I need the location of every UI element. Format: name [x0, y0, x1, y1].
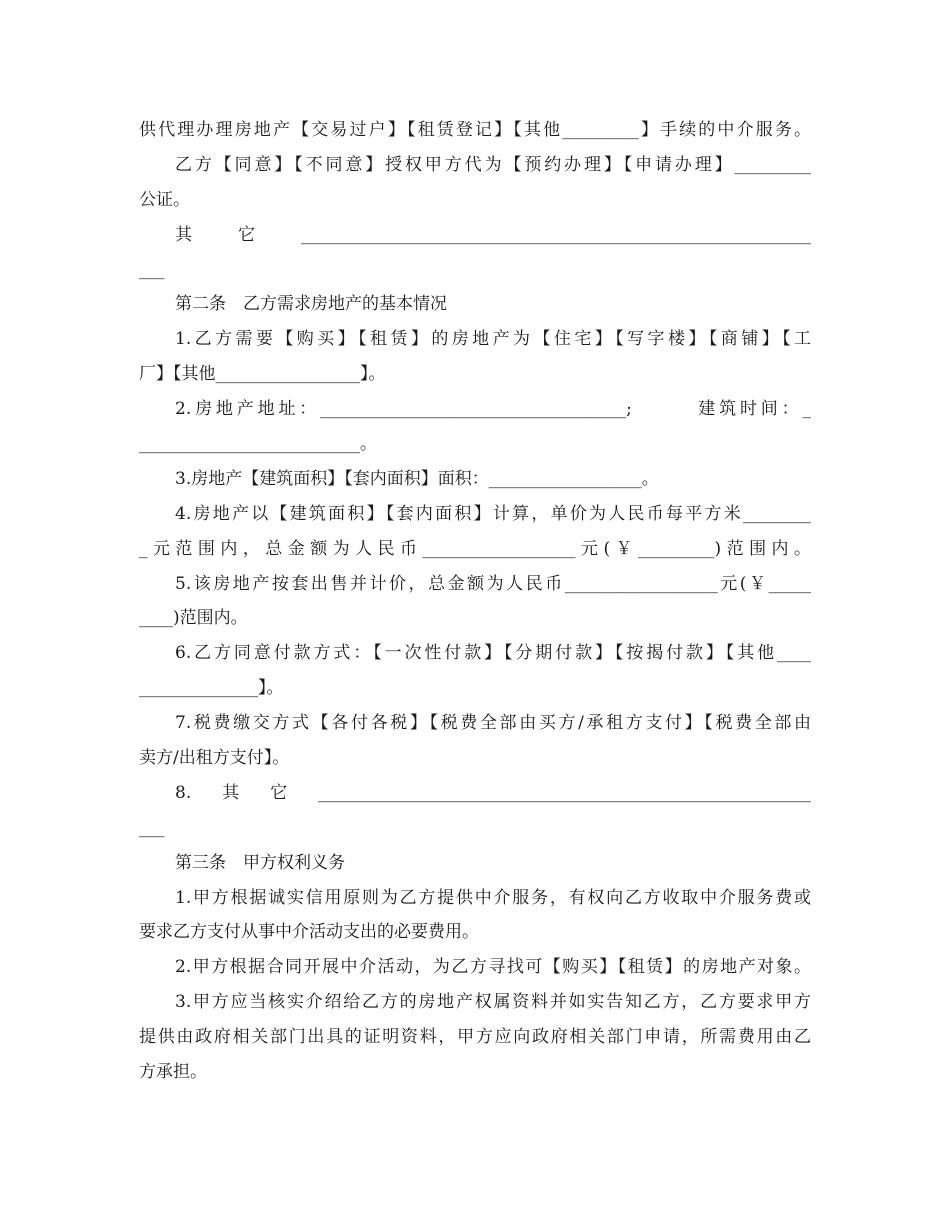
- contract-line: 第三条 甲方权利义务: [175, 852, 345, 873]
- contract-line: _元范围内，总金额为人民币__________________元(￥_________)范围内。: [139, 538, 811, 559]
- contract-line: 3.甲方应当核实介绍给乙方的房地产权属资料并如实告知乙方，乙方要求甲方: [175, 992, 811, 1013]
- contract-line: 2.房地产地址：____________________________________; 建筑时间：_: [175, 399, 811, 420]
- contract-line: 其它____________________________________________________________: [175, 224, 811, 245]
- contract-line: 卖方/出租方支付】。: [139, 748, 290, 769]
- contract-line: 5.该房地产按套出售并计价，总金额为人民币__________________元(￥_____: [175, 573, 811, 594]
- contract-body: [139, 113, 811, 1090]
- contract-line: ______________】。: [139, 678, 284, 699]
- contract-line: 2.甲方根据合同开展中介活动，为乙方寻找可【购买】【租赁】的房地产对象。: [175, 957, 811, 978]
- contract-line: 提供由政府相关部门出具的证明资料，甲方应向政府相关部门申请，所需费用由乙: [139, 1027, 811, 1048]
- contract-line: ____)范围内。: [139, 608, 248, 629]
- contract-line: 6.乙方同意付款方式：【一次性付款】【分期付款】【按揭付款】【其他____: [175, 643, 811, 664]
- contract-line: 第二条 乙方需求房地产的基本情况: [175, 294, 447, 315]
- contract-line: 3.房地产【建筑面积】【套内面积】面积：__________________。: [175, 468, 659, 489]
- contract-line: __________________________。: [139, 434, 377, 455]
- contract-line: 7.税费缴交方式【各付各税】【税费全部由买方/承租方支付】【税费全部由: [175, 713, 811, 734]
- contract-line: 厂】【其他_________________】。: [139, 364, 386, 385]
- contract-line: 公证。: [139, 189, 190, 210]
- contract-line: 1.甲方根据诚实信用原则为乙方提供中介服务，有权向乙方收取中介服务费或: [175, 887, 811, 908]
- contract-line: 8.其它__________________________________________________________: [175, 782, 811, 803]
- contract-line: ___: [139, 259, 165, 280]
- contract-line: ___: [139, 817, 165, 838]
- contract-line: 乙方【同意】【不同意】授权甲方代为【预约办理】【申请办理】_________: [175, 154, 811, 175]
- contract-line: 4.房地产以【建筑面积】【套内面积】计算，单价为人民币每平方米________: [175, 503, 811, 524]
- contract-line: 供代理办理房地产【交易过户】【租赁登记】【其他_________】手续的中介服务。: [139, 120, 811, 140]
- contract-line: 要求乙方支付从事中介活动支出的必要费用。: [139, 922, 479, 943]
- contract-line: 方承担。: [139, 1062, 207, 1083]
- contract-line: 1.乙方需要【购买】【租赁】的房地产为【住宅】【写字楼】【商铺】【工: [175, 329, 811, 350]
